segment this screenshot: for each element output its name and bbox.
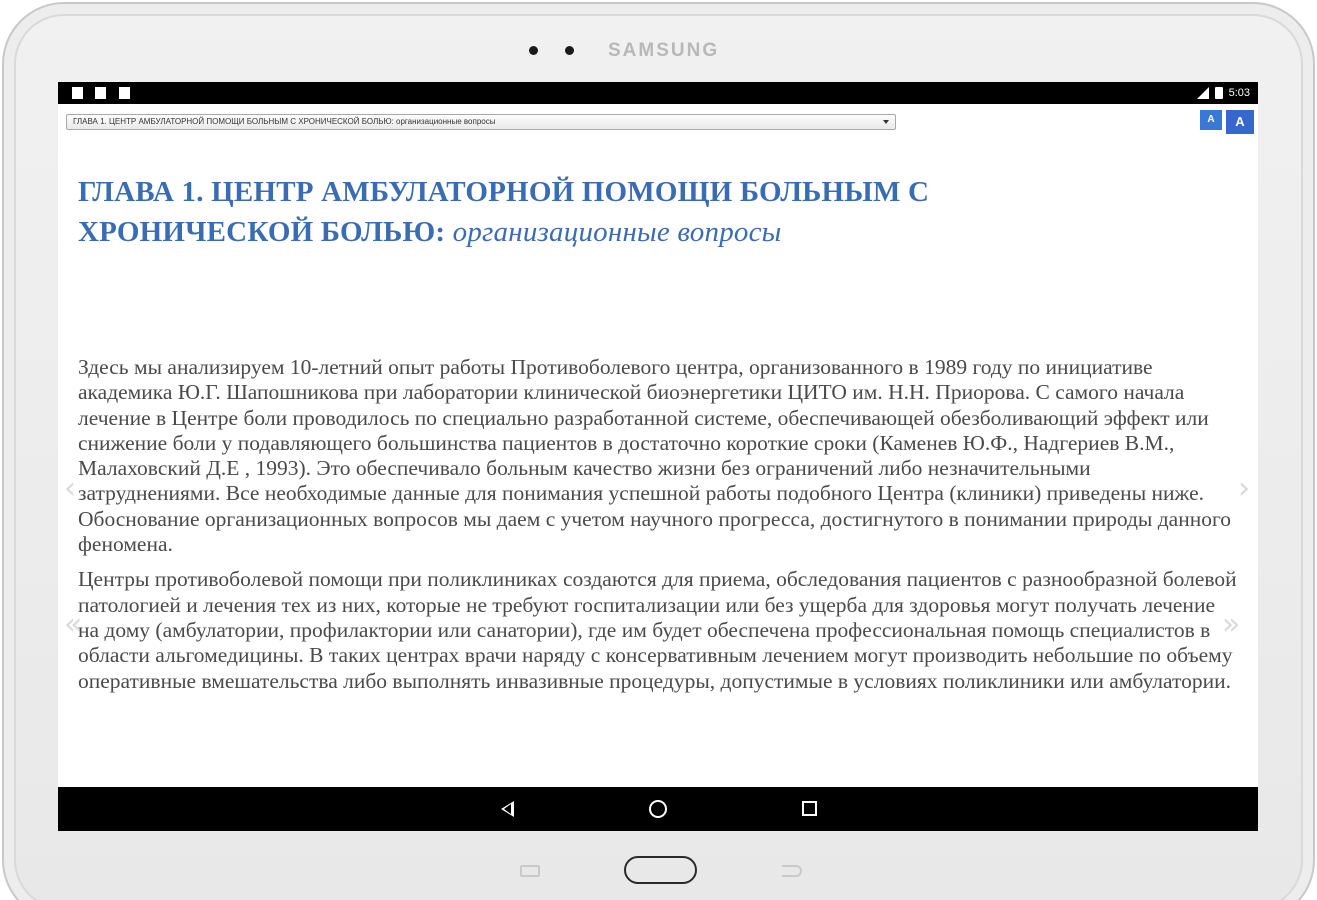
next-page-arrow-icon[interactable]: › [1238, 471, 1250, 506]
font-smaller-button[interactable]: A [1200, 110, 1222, 130]
nav-back-icon[interactable] [501, 801, 514, 817]
chapter-title-line2: ХРОНИЧЕСКОЙ БОЛЬЮ: [78, 216, 446, 248]
chapter-title-line1: ГЛАВА 1. ЦЕНТР АМБУЛАТОРНОЙ ПОМОЩИ БОЛЬНЫМ С [78, 176, 930, 208]
nav-recents-icon[interactable] [802, 801, 817, 816]
chapter-title [78, 172, 1238, 252]
reader-content [78, 172, 1241, 704]
system-navigation-bar [58, 787, 1258, 831]
status-time: 5:03 [1228, 87, 1250, 99]
chapter-select[interactable] [66, 114, 896, 130]
device-brand-logo: SAMSUNG [608, 40, 720, 61]
chapter-subtitle: организационные вопросы [452, 216, 782, 248]
body-paragraph: Здесь мы анализируем 10-летний опыт работы Противоболевого центра, организованного в 1989 году по инициативе академика Ю.Г. Шапошникова при лаборатории клинической биоэнергетики ЦИТО им. Н.Н. Приорова. С самого начала лечение в Центре боли проводилось по специально разработанной системе, обеспечивающей обезболивающий эффект или снижение боли у подавляющего большинства пациентов в достаточно короткие сроки (Каменев Ю.Ф., Надгериев В.М., Малаховский Д.Е , 1993). Это обеспечивало больным качество жизни без ограничений либо незначительными затруднениями. Все необходимые данные для понимания успешной работы подобного Центра (клиники) приведены ниже. Обоснование организационных вопросов мы даем с учетом научного прогресса, достигнутого в понимании природы данного феномена. [78, 355, 1232, 557]
font-larger-button[interactable]: A [1226, 110, 1254, 134]
status-bar [58, 82, 1258, 104]
dropdown-arrow-icon [883, 120, 889, 124]
notification-icon [72, 87, 83, 99]
hardware-back-key-icon[interactable] [782, 865, 802, 877]
status-indicators [1197, 85, 1250, 101]
hardware-recent-apps-key-icon[interactable] [520, 865, 540, 877]
hardware-home-button[interactable] [624, 856, 697, 884]
camera-dot-right [565, 46, 574, 55]
screen [58, 82, 1258, 831]
n-notification-icon [95, 87, 106, 99]
camera-dot-left [529, 46, 538, 55]
signal-icon [1197, 87, 1209, 99]
download-notification-icon [119, 87, 130, 99]
chapter-select-value: ГЛАВА 1. ЦЕНТР АМБУЛАТОРНОЙ ПОМОЩИ БОЛЬНЫМ С ХРОНИЧЕСКОЙ БОЛЬЮ: организационные вопросы [73, 117, 496, 126]
next-chapter-arrow-icon[interactable]: » [1222, 607, 1241, 642]
nav-home-icon[interactable] [649, 800, 667, 818]
body-paragraph: Центры противоболевой помощи при поликлиниках создаются для приема, обследования пациентов с разнообразной болевой патологией и лечения тех из них, которые не требуют госпитализации или без ущерба для здоровья могут получать лечение на дому (амбулатории, профилактории или санатории), где им будет обеспечена профессиональная помощь специалистов в области альгомедицины. В таких центрах врачи наряду с консервативным лечением могут производить небольшие по объему оперативные вмешательства либо выполнять инвазивные процедуры, допустимые в условиях поликлиники или амбулатории. [78, 567, 1237, 693]
prev-chapter-arrow-icon[interactable]: « [64, 607, 83, 642]
reader-toolbar [58, 104, 1258, 134]
battery-icon [1215, 87, 1223, 99]
prev-page-arrow-icon[interactable]: ‹ [64, 471, 76, 506]
